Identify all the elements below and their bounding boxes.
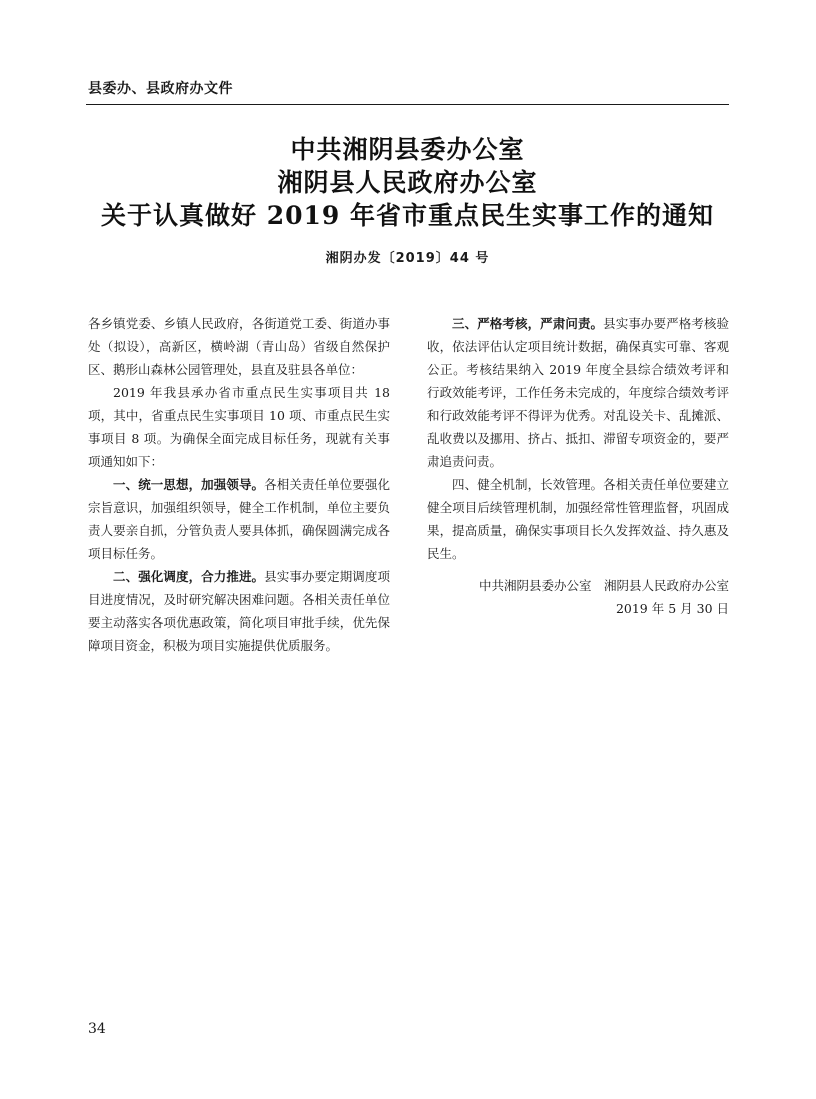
intro-paragraph: 2019 年我县承办省市重点民生实事项目共 18 项，其中，省重点民生实事项目 10 项、市重点民生实事项目 8 项。为确保全面完成目标任务，现就有关事项通知如下： [88,385,390,469]
document-number: 湘阴办发〔2019〕44 号 [325,251,490,266]
header-divider [86,104,729,105]
section-1-text: 各相关责任单位要强化宗旨意识，加强组织领导，健全工作机制，单位主要负责人要亲自抓，分管负责人要具体抓，确保圆满完成各项目标任务。 [88,477,390,561]
running-header: 县委办、县政府办文件 [88,81,233,97]
right-column [427,312,729,620]
section-3-heading: 三、严格考核，严肃问责。 [452,316,604,331]
section-2-heading: 二、强化调度，合力推进。 [113,569,265,584]
left-column [88,312,390,657]
section-2-paragraph [88,565,390,657]
section-2-text: 县实事办要定期调度项目进度情况，及时研究解决困难问题。各相关责任单位要主动落实各项优惠政策，简化项目审批手续，优先保障项目资金，积极为项目实施提供优质服务。 [88,569,390,653]
title-line-1: 中共湘阴县委办公室 [290,135,525,164]
section-1-heading: 一、统一思想，加强领导。 [113,477,265,492]
signature-block [427,574,729,620]
page-number: 34 [88,1021,106,1037]
section-3-text: 县实事办要严格考核验收，依法评估认定项目统计数据，确保真实可靠、客观公正。考核结果纳入 2019 年度全县综合绩效考评和行政效能考评，工作任务未完成的，年度综合绩效考评和行政效能考评不得评为优秀。对乱设关卡、乱摊派、乱收费以及挪用、挤占、抵扣、滞留专项资金的，要严肃追责问责。 [427,316,729,469]
signature-date: 2019 年 5 月 30 日 [615,601,729,616]
section-1-paragraph [88,473,390,565]
title-line-3: 关于认真做好 2019 年省市重点民生实事工作的通知 [101,201,714,230]
title-line-2: 湘阴县人民政府办公室 [277,168,538,197]
section-3-paragraph [427,312,729,473]
addressee-paragraph: 各乡镇党委、乡镇人民政府，各街道党工委、街道办事处（拟设），高新区，横岭湖（青山岛）省级自然保护区、鹅形山森林公园管理处，县直及驻县各单位： [88,316,390,377]
section-4-paragraph: 四、健全机制，长效管理。各相关责任单位要建立健全项目后续管理机制，加强经常性管理监督，巩固成果，提高质量，确保实事项目长久发挥效益、持久惠及民生。 [427,477,729,561]
signature-organizations: 中共湘阴县委办公室 湘阴县人民政府办公室 [478,578,729,593]
